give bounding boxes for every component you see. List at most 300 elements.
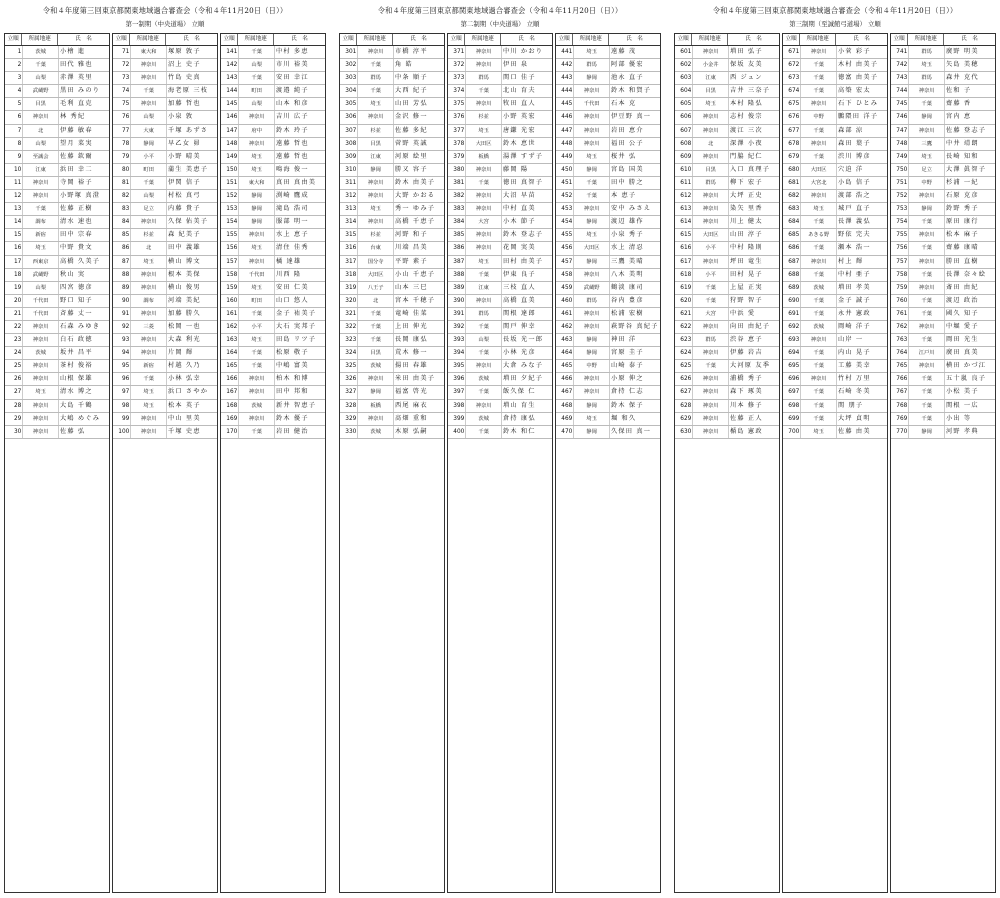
entry-name: 深澤 小夜 bbox=[729, 139, 763, 147]
entry-name: 安中 みさえ bbox=[610, 205, 652, 213]
roster-rows bbox=[675, 46, 779, 892]
entry-name: 牧田 直人 bbox=[502, 100, 536, 108]
entry-area: 大宮 bbox=[466, 216, 502, 228]
entry-area: 神奈川 bbox=[358, 46, 394, 58]
entry-name: 徳富 由美子 bbox=[837, 74, 879, 82]
entry-name: 原田 康行 bbox=[945, 218, 979, 226]
table-row bbox=[340, 282, 444, 295]
table-row bbox=[556, 295, 660, 308]
page-subtitle: 第二制期（中央道場） 立順 bbox=[460, 20, 540, 28]
entry-area: 埼玉 bbox=[574, 413, 610, 425]
entry-number: 155 bbox=[221, 229, 239, 241]
entry-name: 黒田 みのり bbox=[59, 87, 101, 95]
entry-name: 阿部 優宏 bbox=[610, 61, 644, 69]
table-row bbox=[675, 177, 779, 190]
entry-number: 371 bbox=[448, 46, 466, 58]
entry-number: 444 bbox=[556, 85, 574, 97]
entry-name: 唐鎌 光宏 bbox=[502, 126, 536, 134]
entry-name: 長澤 義弘 bbox=[837, 218, 871, 226]
table-row bbox=[675, 282, 779, 295]
entry-name: 八木 美明 bbox=[610, 270, 644, 278]
table-row bbox=[113, 321, 217, 334]
entry-name: 柏木 和博 bbox=[275, 375, 309, 383]
table-row bbox=[340, 256, 444, 269]
entry-area: 三菱 bbox=[131, 321, 167, 333]
entry-area: 小平 bbox=[131, 151, 167, 163]
entry-area: 千葉 bbox=[909, 295, 945, 307]
table-row bbox=[556, 229, 660, 242]
table-row bbox=[221, 400, 325, 413]
entry-name: 山岸 一 bbox=[837, 336, 864, 344]
column-header bbox=[5, 34, 109, 46]
entry-number: 673 bbox=[783, 72, 801, 84]
entry-name: 永井 憲政 bbox=[837, 309, 871, 317]
entry-area: 神奈川 bbox=[358, 413, 394, 425]
table-row bbox=[5, 413, 109, 426]
entry-name: 中川 かおり bbox=[502, 48, 544, 55]
table-row bbox=[891, 386, 995, 399]
entry-name: 鳴海 俊一 bbox=[275, 165, 309, 173]
entry-area: 千葉 bbox=[909, 386, 945, 398]
table-row bbox=[113, 242, 217, 255]
table-row bbox=[783, 400, 887, 413]
entry-name: 長坂 光一郎 bbox=[502, 336, 544, 344]
table-row bbox=[5, 72, 109, 85]
entry-name: 加藤 哲也 bbox=[167, 100, 201, 108]
column-header bbox=[783, 34, 887, 46]
header-no: 立順 bbox=[113, 34, 130, 45]
entry-number: 302 bbox=[340, 59, 358, 71]
entry-name: 増山 育生 bbox=[502, 401, 536, 409]
table-row bbox=[221, 98, 325, 111]
entry-name: 伊関 信子 bbox=[167, 178, 201, 186]
header-name: 氏 名 bbox=[626, 36, 643, 42]
entry-name: 中浜 愛 bbox=[729, 309, 756, 317]
entry-number: 12 bbox=[5, 190, 23, 202]
entry-number: 322 bbox=[340, 321, 358, 333]
entry-number: 462 bbox=[556, 321, 574, 333]
entry-number: 99 bbox=[113, 413, 131, 425]
entry-name: 市川 裕美 bbox=[275, 61, 309, 69]
entry-name: 大倉 みな子 bbox=[502, 362, 544, 370]
entry-name: 松浦 宏樹 bbox=[610, 309, 644, 317]
entry-number: 314 bbox=[340, 216, 358, 228]
entry-number: 22 bbox=[5, 321, 23, 333]
table-row bbox=[113, 426, 217, 439]
entry-area: 神奈川 bbox=[801, 334, 837, 346]
entry-name: 四宮 徳彦 bbox=[59, 283, 93, 291]
column-header bbox=[891, 34, 995, 46]
entry-number: 319 bbox=[340, 282, 358, 294]
entry-number: 766 bbox=[891, 373, 909, 385]
column-group bbox=[339, 33, 661, 893]
entry-area: 神奈川 bbox=[131, 426, 167, 438]
entry-area: 千葉 bbox=[801, 360, 837, 372]
table-row bbox=[221, 85, 325, 98]
table-row bbox=[340, 85, 444, 98]
table-row bbox=[448, 373, 552, 386]
entry-number: 470 bbox=[556, 426, 574, 438]
entry-number: 2 bbox=[5, 59, 23, 71]
entry-area: 千葉 bbox=[358, 334, 394, 346]
entry-area: 北 bbox=[23, 125, 59, 137]
entry-name: 秀一 ゆみ子 bbox=[394, 205, 436, 213]
entry-area: 埼玉 bbox=[358, 98, 394, 110]
table-row bbox=[5, 229, 109, 242]
entry-area: 神奈川 bbox=[466, 295, 502, 307]
entry-area: 目黒 bbox=[693, 85, 729, 97]
entry-name: 山口 悠人 bbox=[275, 296, 309, 304]
table-row bbox=[221, 242, 325, 255]
entry-area: 神奈川 bbox=[131, 413, 167, 425]
entry-area: 江東 bbox=[23, 164, 59, 176]
entry-number: 765 bbox=[891, 360, 909, 372]
entry-name: 田代 雅也 bbox=[59, 61, 93, 69]
entry-number: 464 bbox=[556, 347, 574, 359]
table-row bbox=[891, 242, 995, 255]
entry-number: 149 bbox=[221, 151, 239, 163]
table-row bbox=[891, 151, 995, 164]
header-name: 氏 名 bbox=[745, 36, 762, 42]
table-row bbox=[675, 334, 779, 347]
entry-name: 廣田 真美 bbox=[945, 349, 979, 357]
entry-number: 458 bbox=[556, 269, 574, 281]
entry-area: 神奈川 bbox=[131, 269, 167, 281]
entry-name: 河端 美紀 bbox=[167, 296, 201, 304]
entry-number: 94 bbox=[113, 347, 131, 359]
entry-name: 清水 博之 bbox=[59, 388, 93, 396]
roster-rows bbox=[221, 46, 325, 892]
entry-number: 694 bbox=[783, 347, 801, 359]
entry-area: 町田 bbox=[131, 164, 167, 176]
page-title: 令和４年度第三回東京都関東地域過合審查会（令和４年11月20日（日）） bbox=[377, 6, 623, 15]
table-row bbox=[340, 426, 444, 439]
table-row bbox=[5, 308, 109, 321]
entry-name: 長岡 康弘 bbox=[394, 336, 428, 344]
entry-area: 千葉 bbox=[23, 59, 59, 71]
table-row bbox=[448, 125, 552, 138]
entry-area: 千葉 bbox=[909, 373, 945, 385]
entry-name: 倉持 仁志 bbox=[610, 388, 644, 396]
entry-number: 98 bbox=[113, 400, 131, 412]
header-no: 立順 bbox=[675, 34, 692, 45]
table-row bbox=[675, 85, 779, 98]
roster-column bbox=[220, 33, 326, 893]
entry-area: 静岡 bbox=[358, 164, 394, 176]
entry-area: 埼玉 bbox=[131, 256, 167, 268]
table-row bbox=[113, 151, 217, 164]
entry-area: 茨城 bbox=[801, 321, 837, 333]
entry-area: 千葉 bbox=[239, 308, 275, 320]
entry-number: 16 bbox=[5, 242, 23, 254]
entry-area: 神奈川 bbox=[358, 216, 394, 228]
table-row bbox=[5, 400, 109, 413]
entry-area: 神奈川 bbox=[23, 334, 59, 346]
table-row bbox=[891, 177, 995, 190]
roster-rows bbox=[448, 46, 552, 892]
entry-number: 630 bbox=[675, 426, 693, 438]
entry-name: 佐藤 由美 bbox=[837, 427, 871, 435]
entry-area: 静岡 bbox=[574, 164, 610, 176]
entry-name: 川端 昌美 bbox=[394, 244, 428, 252]
entry-number: 612 bbox=[675, 190, 693, 202]
entry-area: 千代田 bbox=[239, 269, 275, 281]
entry-number: 320 bbox=[340, 295, 358, 307]
entry-name: 中村 亜子 bbox=[837, 270, 871, 278]
column-header bbox=[448, 34, 552, 46]
entry-area: 千葉 bbox=[909, 269, 945, 281]
entry-area: 静岡 bbox=[574, 72, 610, 84]
table-row bbox=[783, 85, 887, 98]
entry-area: 茨城 bbox=[239, 400, 275, 412]
entry-area: 千葉 bbox=[801, 295, 837, 307]
entry-name: 茶村 俊裕 bbox=[59, 362, 93, 370]
entry-name: 石崎 冬美 bbox=[837, 388, 871, 396]
table-row bbox=[5, 269, 109, 282]
roster-column bbox=[112, 33, 218, 893]
entry-name: 白石 政徳 bbox=[59, 336, 93, 344]
table-row bbox=[675, 360, 779, 373]
entry-name: 大森 利光 bbox=[167, 336, 201, 344]
entry-area: 千代田 bbox=[574, 98, 610, 110]
table-row bbox=[5, 98, 109, 111]
table-row bbox=[556, 72, 660, 85]
entry-name: 花岡 実美 bbox=[502, 244, 536, 252]
entry-number: 24 bbox=[5, 347, 23, 359]
entry-name: 中嶋 富美 bbox=[275, 362, 309, 370]
entry-name: 増田 孝美 bbox=[837, 283, 871, 291]
entry-name: 小菅 彩子 bbox=[837, 48, 871, 55]
entry-area: 目黒 bbox=[358, 347, 394, 359]
entry-name: 遠藤 哲也 bbox=[275, 152, 309, 160]
table-row bbox=[675, 373, 779, 386]
entry-area: 大東 bbox=[131, 125, 167, 137]
entry-area: 山梨 bbox=[23, 282, 59, 294]
entry-number: 311 bbox=[340, 177, 358, 189]
table-row bbox=[340, 373, 444, 386]
table-row bbox=[675, 72, 779, 85]
entry-number: 685 bbox=[783, 229, 801, 241]
entry-number: 1 bbox=[5, 46, 23, 58]
entry-name: 早乙女 昴 bbox=[167, 139, 201, 147]
entry-name: 清水 速也 bbox=[59, 218, 93, 226]
entry-name: 小山 千恵子 bbox=[394, 270, 436, 278]
entry-number: 167 bbox=[221, 386, 239, 398]
table-row bbox=[556, 138, 660, 151]
entry-area: 神奈川 bbox=[466, 190, 502, 202]
entry-name: 加藤 勝久 bbox=[167, 309, 201, 317]
entry-number: 746 bbox=[891, 111, 909, 123]
entry-area: 神奈川 bbox=[693, 400, 729, 412]
entry-area: 神奈川 bbox=[801, 46, 837, 58]
entry-number: 161 bbox=[221, 308, 239, 320]
entry-area: 神奈川 bbox=[131, 216, 167, 228]
table-row bbox=[5, 282, 109, 295]
table-row bbox=[340, 164, 444, 177]
table-row bbox=[783, 242, 887, 255]
entry-area: 茨城 bbox=[466, 413, 502, 425]
page-right bbox=[674, 0, 996, 898]
entry-area: 静岡 bbox=[358, 386, 394, 398]
entry-name: 大河原 友季 bbox=[729, 362, 771, 370]
column-header bbox=[221, 34, 325, 46]
table-row bbox=[340, 72, 444, 85]
table-row bbox=[340, 321, 444, 334]
entry-area: 埼玉 bbox=[131, 386, 167, 398]
entry-number: 770 bbox=[891, 426, 909, 438]
entry-area: 千代田 bbox=[23, 295, 59, 307]
entry-number: 77 bbox=[113, 125, 131, 137]
entry-number: 452 bbox=[556, 190, 574, 202]
entry-area: 神奈川 bbox=[909, 321, 945, 333]
entry-number: 83 bbox=[113, 203, 131, 215]
entry-number: 461 bbox=[556, 308, 574, 320]
table-row bbox=[891, 360, 995, 373]
entry-number: 742 bbox=[891, 59, 909, 71]
entry-name: 本 恵子 bbox=[610, 192, 637, 200]
entry-area: 千葉 bbox=[358, 59, 394, 71]
table-row bbox=[783, 295, 887, 308]
entry-number: 753 bbox=[891, 203, 909, 215]
entry-name: 穴迫 洋 bbox=[837, 165, 864, 173]
entry-number: 74 bbox=[113, 85, 131, 97]
entry-area: 北 bbox=[358, 295, 394, 307]
entry-area: 神奈川 bbox=[693, 151, 729, 163]
entry-number: 396 bbox=[448, 373, 466, 385]
entry-name: 大澤 眞智子 bbox=[945, 165, 987, 173]
entry-number: 390 bbox=[448, 295, 466, 307]
entry-name: 岩田 健治 bbox=[275, 427, 309, 435]
entry-number: 681 bbox=[783, 177, 801, 189]
entry-area: 千葉 bbox=[801, 347, 837, 359]
column-header bbox=[113, 34, 217, 46]
entry-name: 瀬本 浩一 bbox=[837, 244, 871, 252]
entry-name: 宮原 圭子 bbox=[610, 349, 644, 357]
entry-number: 21 bbox=[5, 308, 23, 320]
entry-area: 調布 bbox=[131, 295, 167, 307]
entry-area: 神奈川 bbox=[909, 229, 945, 241]
table-row bbox=[5, 59, 109, 72]
roster-column bbox=[782, 33, 888, 893]
table-row bbox=[5, 242, 109, 255]
table-row bbox=[221, 59, 325, 72]
entry-number: 672 bbox=[783, 59, 801, 71]
entry-number: 97 bbox=[113, 386, 131, 398]
entry-area: 神奈川 bbox=[909, 125, 945, 137]
entry-number: 601 bbox=[675, 46, 693, 58]
table-row bbox=[783, 138, 887, 151]
entry-number: 11 bbox=[5, 177, 23, 189]
entry-number: 9 bbox=[5, 151, 23, 163]
entry-name: 清住 佳秀 bbox=[275, 244, 309, 252]
entry-area: 神奈川 bbox=[23, 111, 59, 123]
entry-area: 群馬 bbox=[466, 308, 502, 320]
entry-area: 神奈川 bbox=[801, 138, 837, 150]
entry-name: 吉川 広子 bbox=[275, 113, 309, 121]
entry-name: 横田 かづ江 bbox=[945, 362, 987, 370]
table-row bbox=[113, 413, 217, 426]
entry-area: 千葉 bbox=[909, 216, 945, 228]
entry-number: 141 bbox=[221, 46, 239, 58]
entry-number: 152 bbox=[221, 190, 239, 202]
entry-area: 杉並 bbox=[358, 229, 394, 241]
entry-name: 小林 光彦 bbox=[502, 349, 536, 357]
entry-area: 埼玉 bbox=[574, 229, 610, 241]
entry-area: 大宮 bbox=[693, 308, 729, 320]
entry-name: 河原 絵里 bbox=[394, 152, 428, 160]
table-row bbox=[5, 360, 109, 373]
entry-area: 神奈川 bbox=[23, 190, 59, 202]
entry-area: 神奈川 bbox=[693, 216, 729, 228]
entry-area: 目黒 bbox=[23, 98, 59, 110]
entry-area: 神奈川 bbox=[693, 125, 729, 137]
entry-area: 山梨 bbox=[466, 334, 502, 346]
entry-number: 619 bbox=[675, 282, 693, 294]
entry-area: 板橋 bbox=[358, 400, 394, 412]
table-row bbox=[783, 334, 887, 347]
entry-name: 小檜 進 bbox=[59, 48, 86, 55]
entry-number: 71 bbox=[113, 46, 131, 58]
table-row bbox=[556, 151, 660, 164]
entry-number: 613 bbox=[675, 203, 693, 215]
entry-number: 376 bbox=[448, 111, 466, 123]
entry-area: 八王子 bbox=[358, 282, 394, 294]
entry-name: 中村 直美 bbox=[502, 205, 536, 213]
entry-area: 神奈川 bbox=[239, 413, 275, 425]
entry-area: 神奈川 bbox=[131, 59, 167, 71]
entry-number: 100 bbox=[113, 426, 131, 438]
entry-area: 足立 bbox=[131, 203, 167, 215]
entry-number: 326 bbox=[340, 373, 358, 385]
entry-name: 荒木 修一 bbox=[394, 349, 428, 357]
entry-number: 14 bbox=[5, 216, 23, 228]
page-middle bbox=[339, 0, 661, 898]
entry-number: 316 bbox=[340, 242, 358, 254]
entry-number: 454 bbox=[556, 216, 574, 228]
table-row bbox=[891, 282, 995, 295]
entry-number: 8 bbox=[5, 138, 23, 150]
table-row bbox=[340, 269, 444, 282]
entry-number: 456 bbox=[556, 242, 574, 254]
entry-name: 真田 真由美 bbox=[275, 178, 317, 186]
entry-number: 163 bbox=[221, 334, 239, 346]
table-row bbox=[5, 111, 109, 124]
entry-number: 450 bbox=[556, 164, 574, 176]
entry-name: 岡田 光生 bbox=[945, 336, 979, 344]
entry-name: 伊藤 岩吉 bbox=[729, 349, 763, 357]
column-group bbox=[4, 33, 326, 893]
entry-number: 145 bbox=[221, 98, 239, 110]
roster-rows bbox=[340, 46, 444, 892]
header-no: 立順 bbox=[221, 34, 238, 45]
entry-number: 19 bbox=[5, 282, 23, 294]
entry-name: 髙畑 重和 bbox=[394, 414, 428, 422]
entry-area: 神奈川 bbox=[131, 98, 167, 110]
entry-number: 30 bbox=[5, 426, 23, 438]
entry-area: 千葉 bbox=[239, 426, 275, 438]
entry-name: 染矢 里香 bbox=[729, 205, 763, 213]
table-row bbox=[448, 98, 552, 111]
table-row bbox=[5, 256, 109, 269]
entry-area: 神奈川 bbox=[466, 360, 502, 372]
entry-area: 神奈川 bbox=[574, 386, 610, 398]
entry-number: 374 bbox=[448, 85, 466, 97]
table-row bbox=[5, 216, 109, 229]
table-row bbox=[340, 334, 444, 347]
entry-area: 埼玉 bbox=[239, 242, 275, 254]
entry-name: 伊豆野 真一 bbox=[610, 113, 652, 121]
roster-rows bbox=[891, 46, 995, 892]
